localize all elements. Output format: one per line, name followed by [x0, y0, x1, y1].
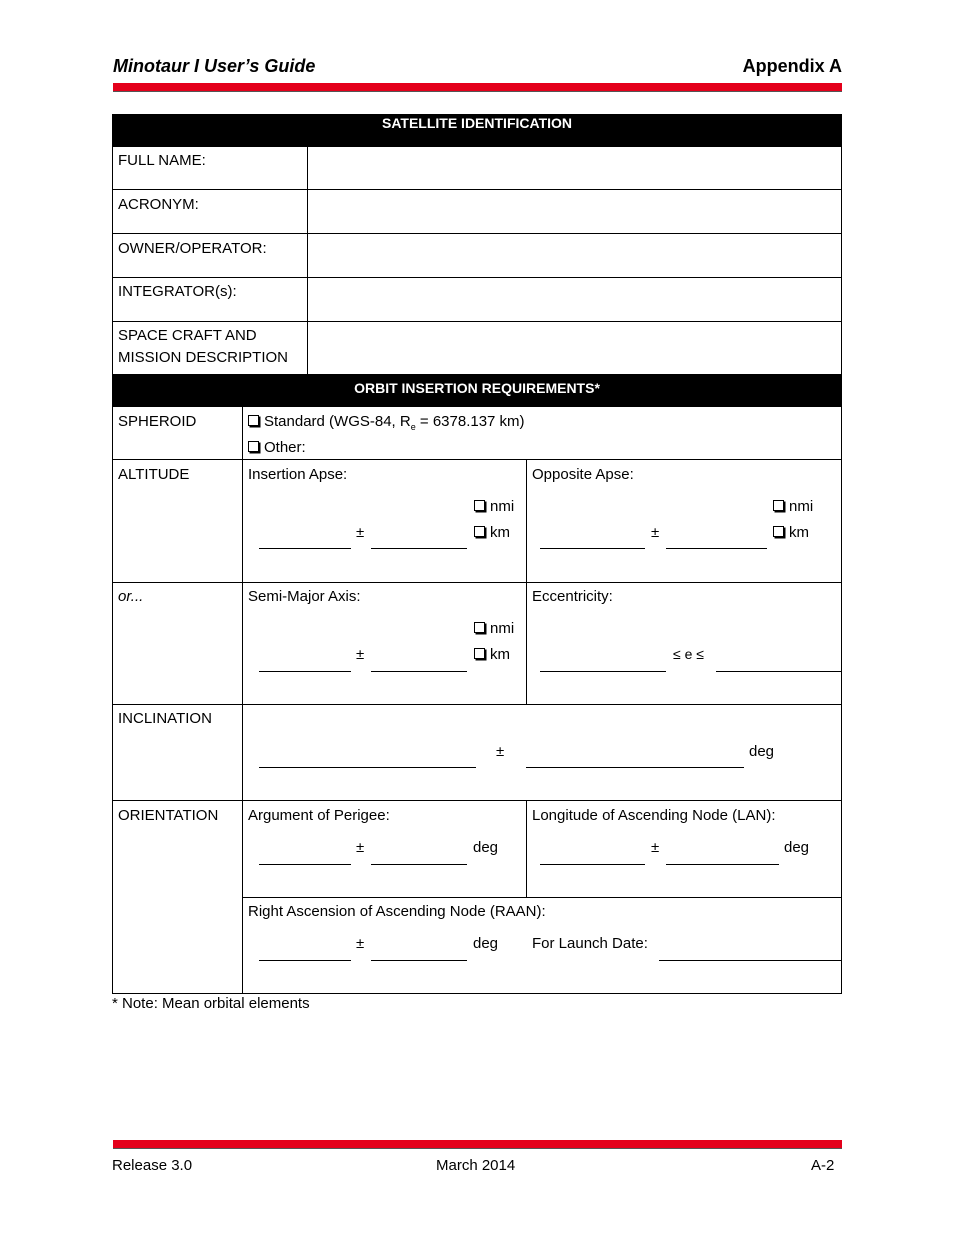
semi-major-km-option[interactable]: km	[474, 646, 510, 663]
table-divider	[526, 800, 527, 897]
launch-date-label: For Launch Date:	[532, 935, 648, 952]
inclination-value-field[interactable]	[259, 767, 476, 768]
inclination-unit: deg	[749, 743, 775, 760]
page-number: A-2	[811, 1157, 835, 1174]
spheroid-label: SPHEROID	[118, 413, 197, 430]
checkbox-icon[interactable]	[773, 500, 784, 511]
insertion-apse-tolerance-field[interactable]	[371, 548, 467, 549]
lan-unit: deg	[784, 839, 810, 856]
owner-operator-label: OWNER/OPERATOR:	[118, 240, 267, 257]
or-label: or...	[118, 588, 144, 605]
plus-minus-sign: ±	[496, 743, 505, 760]
lan-value-field[interactable]	[540, 864, 645, 865]
checkbox-icon[interactable]	[474, 500, 485, 511]
lan-tolerance-field[interactable]	[666, 864, 779, 865]
eccentricity-max-field[interactable]	[716, 671, 841, 672]
table-divider	[242, 897, 842, 898]
raan-value-field[interactable]	[259, 960, 351, 961]
semi-major-axis-label: Semi-Major Axis:	[248, 588, 361, 605]
plus-minus-sign: ±	[356, 524, 365, 541]
checkbox-icon[interactable]	[773, 526, 784, 537]
standard-option[interactable]: Standard (WGS-84, $R_e = 6378.137$ km)	[248, 413, 525, 432]
opposite-apse-value-field[interactable]	[540, 548, 645, 549]
header-rule	[113, 83, 842, 92]
checkbox-icon[interactable]	[248, 441, 259, 452]
inclination-label: INCLINATION	[118, 710, 212, 727]
plus-minus-sign: ±	[356, 646, 365, 663]
orientation-label: ORIENTATION	[118, 807, 219, 824]
checkbox-icon[interactable]	[248, 415, 259, 426]
table-divider	[242, 406, 243, 994]
acronym-label: ACRONYM:	[118, 196, 199, 213]
release-date: March 2014	[436, 1157, 516, 1174]
opposite-apse-km-option[interactable]: km	[773, 524, 809, 541]
acronym-field[interactable]	[308, 190, 841, 233]
eccentricity-min-field[interactable]	[540, 671, 666, 672]
document-title: Minotaur I User’s Guide	[113, 56, 316, 76]
semi-major-nmi-option[interactable]: nmi	[474, 620, 514, 637]
integrators-field[interactable]	[308, 278, 841, 321]
full-name-field[interactable]	[308, 147, 841, 189]
plus-minus-sign: ±	[356, 839, 365, 856]
arg-perigee-value-field[interactable]	[259, 864, 351, 865]
arg-perigee-unit: deg	[473, 839, 499, 856]
eccentricity-range-symbol: ≤ e ≤	[673, 646, 704, 662]
satellite-identification-heading: SATELLITE IDENTIFICATION	[112, 114, 842, 147]
checkbox-icon[interactable]	[474, 648, 485, 659]
eccentricity-label: Eccentricity:	[532, 588, 613, 605]
semi-major-tolerance-field[interactable]	[371, 671, 467, 672]
footer-rule	[113, 1140, 842, 1149]
mission-description-field[interactable]	[308, 322, 841, 374]
insertion-apse-label: Insertion Apse:	[248, 466, 348, 483]
full-name-label: FULL NAME:	[118, 152, 206, 169]
raan-unit: deg	[473, 935, 499, 952]
insertion-apse-km-option[interactable]: km	[474, 524, 510, 541]
opposite-apse-label: Opposite Apse:	[532, 466, 634, 483]
mission-description-label-line2: MISSION DESCRIPTION	[118, 349, 289, 366]
mission-description-label-line1: SPACE CRAFT AND	[118, 327, 257, 344]
owner-operator-field[interactable]	[308, 234, 841, 277]
checkbox-icon[interactable]	[474, 526, 485, 537]
plus-minus-sign: ±	[356, 935, 365, 952]
argument-of-perigee-label: Argument of Perigee:	[248, 807, 390, 824]
mean-elements-note: * Note: Mean orbital elements	[112, 995, 310, 1012]
appendix-label: Appendix A	[742, 56, 842, 76]
semi-major-value-field[interactable]	[259, 671, 351, 672]
other-option[interactable]: Other:	[248, 439, 306, 456]
plus-minus-sign: ±	[651, 839, 660, 856]
release-label: Release 3.0	[112, 1157, 193, 1174]
table-divider	[112, 704, 842, 705]
raan-tolerance-field[interactable]	[371, 960, 467, 961]
launch-date-field[interactable]	[659, 960, 841, 961]
arg-perigee-tolerance-field[interactable]	[371, 864, 467, 865]
table-divider	[112, 800, 842, 801]
lan-label: Longitude of Ascending Node (LAN):	[532, 807, 776, 824]
opposite-apse-tolerance-field[interactable]	[666, 548, 767, 549]
raan-label: Right Ascension of Ascending Node (RAAN):	[248, 903, 546, 920]
orbit-insertion-heading: ORBIT INSERTION REQUIREMENTS*	[112, 375, 842, 407]
insertion-apse-value-field[interactable]	[259, 548, 351, 549]
table-divider	[112, 582, 842, 583]
inclination-tolerance-field[interactable]	[526, 767, 744, 768]
opposite-apse-nmi-option[interactable]: nmi	[773, 498, 813, 515]
altitude-label: ALTITUDE	[118, 466, 190, 483]
insertion-apse-nmi-option[interactable]: nmi	[474, 498, 514, 515]
checkbox-icon[interactable]	[474, 622, 485, 633]
integrators-label: INTEGRATOR(s):	[118, 283, 237, 300]
table-divider	[526, 459, 527, 704]
table-divider	[112, 459, 842, 460]
plus-minus-sign: ±	[651, 524, 660, 541]
